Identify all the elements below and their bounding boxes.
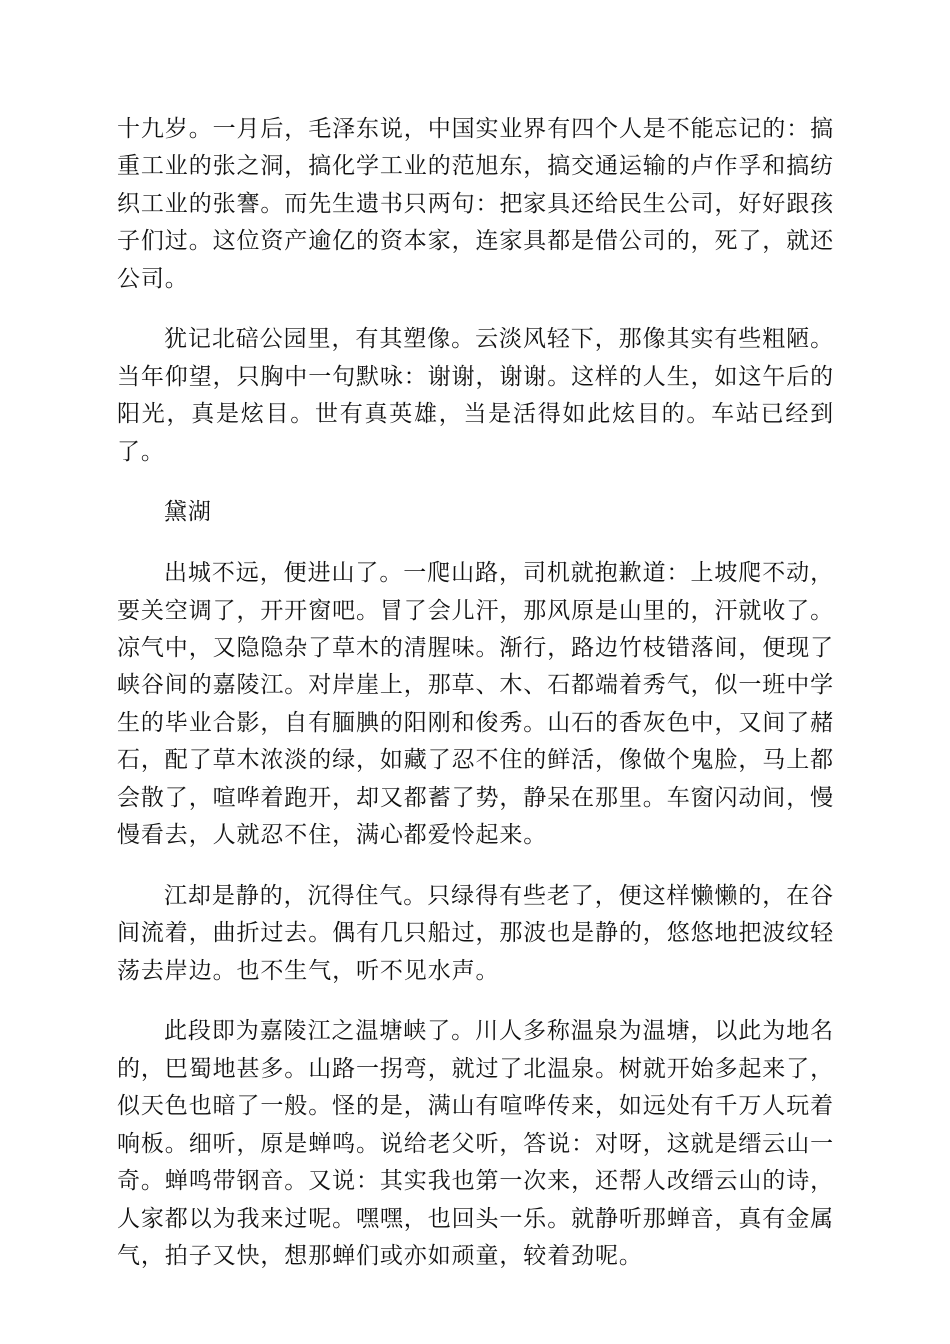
section-heading-daihu: 黛湖 [164,499,212,526]
paragraph-mountain-road: 出城不远，便进山了。一爬山路，司机就抱歉道：上坡爬不动，要关空调了，开开窗吧。冒了会儿汗，那风原是山里的，汗就收了。凉气中，又隐隐杂了草木的清腥味。渐行，路边竹枝错落间，便现了峡谷间的嘉陵江。对岸崖上，那草、木、石都端着秀气，似一班中学生的毕业合影，自有腼腆的阳刚和俊秀。山石的香灰色中，又间了赭石，配了草木浓淡的绿，如藏了忍不住的鲜活，像做个鬼脸，马上都会散了，喧哗着跑开，却又都蓄了势，静呆在那里。车窗闪动间，慢慢看去，人就忍不住，满心都爱怜起来。 [117,560,834,849]
document-body [117,111,834,1299]
paragraph-wentang-gorge: 此段即为嘉陵江之温塘峡了。川人多称温泉为温塘，以此为地名的，巴蜀地甚多。山路一拐弯，就过了北温泉。树就开始多起来了，似天色也暗了一般。怪的是，满山有喧哗传来，如远处有千万人玩着响板。细听，原是蝉鸣。说给老父听，答说：对呀，这就是缙云山一奇。蝉鸣带钢音。又说：其实我也第一次来，还帮人改缙云山的诗，人家都以为我来过呢。嘿嘿，也回头一乐。就静听那蝉音，真有金属气，拍子又快，想那蝉们或亦如顽童，较着劲呢。 [117,1018,834,1269]
paragraph-continuation: 十九岁。一月后，毛泽东说，中国实业界有四个人是不能忘记的：搞重工业的张之洞，搞化学工业的范旭东，搞交通运输的卢作孚和搞纺织工业的张謇。而先生遗书只两句：把家具还给民生公司，好好跟孩子们过。这位资产逾亿的资本家，连家具都是借公司的，死了，就还公司。 [117,116,834,292]
paragraph-quiet-river: 江却是静的，沉得住气。只绿得有些老了，便这样懒懒的，在谷间流着，曲折过去。偶有几只船过，那波也是静的，悠悠地把波纹轻荡去岸边。也不生气，听不见水声。 [117,882,834,984]
paragraph-statue-memory: 犹记北碚公园里，有其塑像。云淡风轻下，那像其实有些粗陋。当年仰望，只胸中一句默咏：谢谢，谢谢。这样的人生，如这午后的阳光，真是炫目。世有真英雄，当是活得如此炫目的。车站已经到了。 [117,326,834,465]
